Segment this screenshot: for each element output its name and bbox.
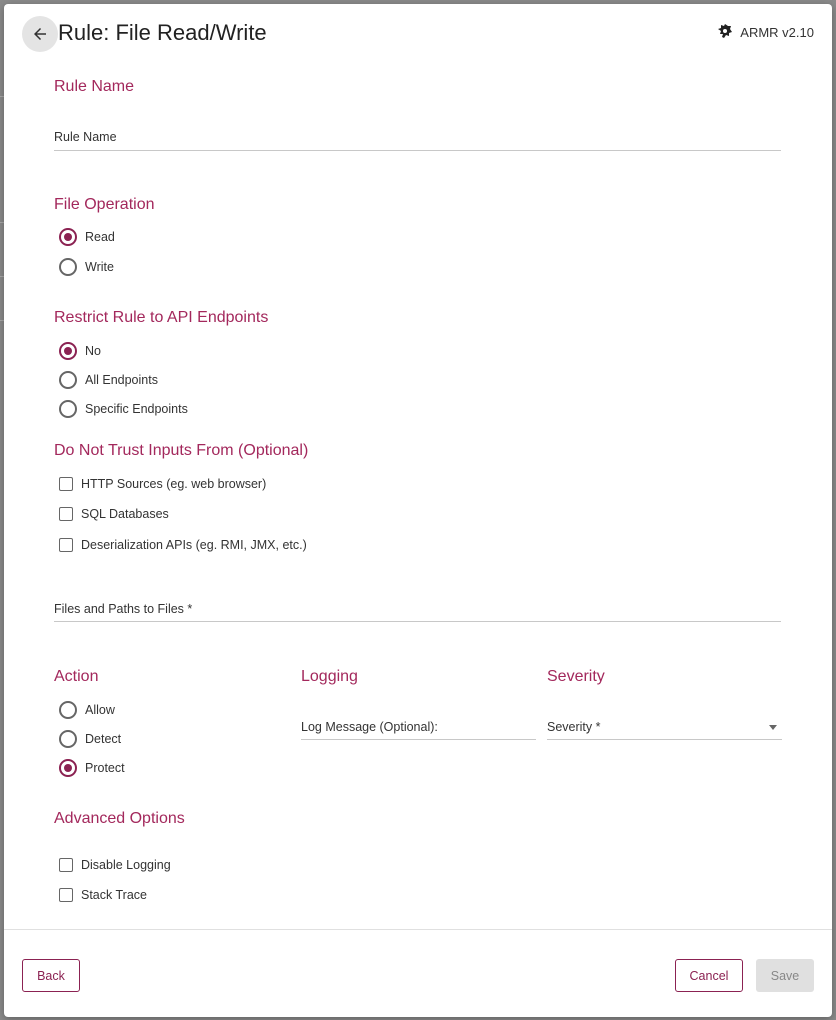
radio-checked-icon (59, 228, 77, 246)
rule-name-section-title: Rule Name (54, 78, 135, 95)
checkbox-icon (59, 858, 73, 872)
files-paths-field-label: Files and Paths to Files * (54, 602, 193, 616)
restrict-radio-all-endpoints[interactable] (59, 371, 158, 389)
dialog-header (4, 4, 832, 60)
log-message-input[interactable] (301, 739, 536, 740)
radio-checked-icon (59, 759, 77, 777)
file-operation-section-title: File Operation (54, 196, 155, 213)
action-section-title: Action (54, 668, 99, 685)
cancel-button[interactable]: Cancel (675, 959, 743, 992)
action-radio-detect[interactable] (59, 730, 121, 748)
logging-section-title: Logging (301, 668, 358, 685)
checkbox-label: Disable Logging (81, 858, 171, 872)
radio-label: Read (85, 230, 115, 244)
chevron-down-icon[interactable] (769, 725, 777, 730)
checkbox-icon (59, 507, 73, 521)
radio-unchecked-icon (59, 730, 77, 748)
back-arrow-button[interactable] (22, 16, 58, 52)
checkbox-label: Stack Trace (81, 888, 147, 902)
checkbox-icon (59, 477, 73, 491)
restrict-radio-no[interactable] (59, 342, 101, 360)
version-label: ARMR v2.10 (740, 24, 814, 40)
rule-name-input[interactable] (54, 150, 781, 151)
distrust-checkbox-deserialization[interactable] (59, 538, 307, 552)
checkbox-label: Deserialization APIs (eg. RMI, JMX, etc.) (81, 538, 307, 552)
advanced-checkbox-disable-logging[interactable] (59, 858, 171, 872)
radio-label: Write (85, 260, 114, 274)
footer-divider (4, 929, 832, 930)
radio-unchecked-icon (59, 701, 77, 719)
radio-label: All Endpoints (85, 373, 158, 387)
version-info (718, 24, 814, 40)
radio-unchecked-icon (59, 371, 77, 389)
advanced-section-title: Advanced Options (54, 810, 185, 827)
advanced-checkbox-stack-trace[interactable] (59, 888, 147, 902)
severity-field-label: Severity * (547, 720, 601, 734)
checkbox-label: HTTP Sources (eg. web browser) (81, 477, 267, 491)
radio-checked-icon (59, 342, 77, 360)
distrust-section-title: Do Not Trust Inputs From (Optional) (54, 442, 309, 459)
action-radio-allow[interactable] (59, 701, 115, 719)
action-radio-protect[interactable] (59, 759, 125, 777)
radio-label: Allow (85, 703, 115, 717)
arrow-left-icon (31, 25, 49, 43)
file-operation-radio-read[interactable] (59, 228, 115, 246)
log-message-field-label: Log Message (Optional): (301, 720, 438, 734)
logo-icon (718, 24, 732, 40)
radio-label: Specific Endpoints (85, 402, 188, 416)
checkbox-icon (59, 538, 73, 552)
rule-name-field-label: Rule Name (54, 130, 117, 144)
rule-dialog (4, 4, 832, 1017)
radio-label: Detect (85, 732, 122, 746)
restrict-section-title: Restrict Rule to API Endpoints (54, 309, 269, 326)
back-button[interactable]: Back (22, 959, 80, 992)
checkbox-label: SQL Databases (81, 507, 169, 521)
restrict-radio-specific-endpoints[interactable] (59, 400, 188, 418)
radio-label: No (85, 344, 101, 358)
radio-unchecked-icon (59, 400, 77, 418)
save-button[interactable]: Save (756, 959, 814, 992)
page-title: Rule: File Read/Write (58, 20, 267, 45)
distrust-checkbox-http[interactable] (59, 477, 266, 491)
radio-unchecked-icon (59, 258, 77, 276)
file-operation-radio-write[interactable] (59, 258, 114, 276)
severity-section-title: Severity (547, 668, 605, 685)
distrust-checkbox-sql[interactable] (59, 507, 169, 521)
checkbox-icon (59, 888, 73, 902)
files-paths-input[interactable] (54, 621, 781, 622)
severity-select[interactable] (547, 739, 782, 740)
radio-label: Protect (85, 761, 125, 775)
